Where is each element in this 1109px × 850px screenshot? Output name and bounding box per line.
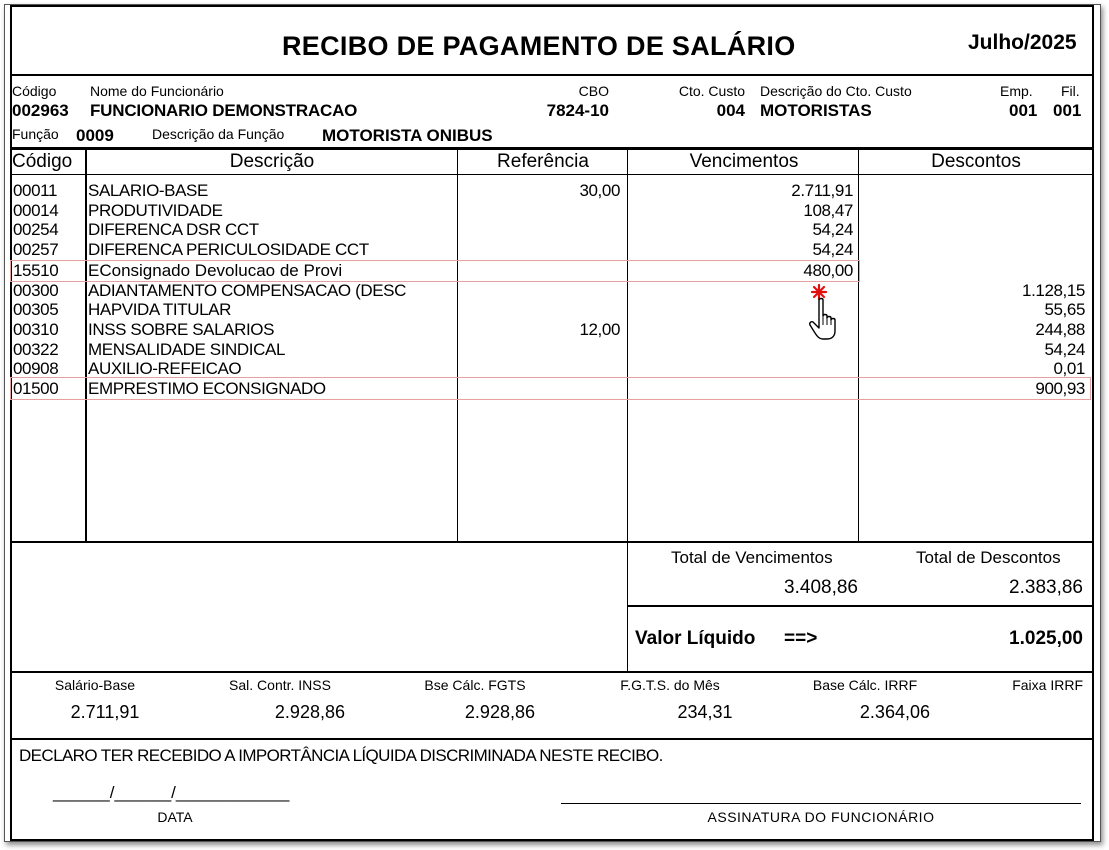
payslip-document [4,4,1101,842]
irrf-base-label: Base Cálc. IRRF [812,677,918,693]
col-sep-2 [457,150,458,542]
row-description: EMPRESTIMO ECONSIGNADO [88,379,326,398]
col-header-code: Código [12,151,73,172]
branch-value: 001 [1053,101,1082,120]
row-description: HAPVIDA TITULAR [88,300,231,319]
inss-value: 2.928,86 [274,702,345,722]
row-earning: 108,47 [803,201,853,220]
employee-name-label: Nome do Funcionário [90,83,224,99]
row-earning: 480,00 [803,261,853,280]
net-value: 1.025,00 [1009,628,1083,649]
cost-center-desc-value: MOTORISTAS [760,101,872,120]
row-code: 00257 [13,240,59,259]
row-code: 00014 [13,201,59,220]
row-deduction: 244,88 [1035,320,1085,339]
row-deduction: 54,24 [1044,340,1085,359]
row-deduction: 1.128,15 [1022,281,1085,300]
signature-label: ASSINATURA DO FUNCIONÁRIO [707,809,935,825]
row-earning: 54,24 [812,240,853,259]
row-description: MENSALIDADE SINDICAL [88,340,285,359]
role-code: 0009 [76,126,114,145]
col-header-earnings: Vencimentos [689,151,799,172]
row-code: 00011 [13,181,58,200]
fgts-base-value: 2.928,86 [464,702,535,722]
row-code: 00300 [13,281,59,300]
row-code: 00254 [13,220,59,239]
employee-name: FUNCIONARIO DEMONSTRACAO [90,101,358,120]
net-value-label: Valor Líquido [635,628,756,649]
row-description: DIFERENCA PERICULOSIDADE CCT [88,240,369,259]
col-sep-1 [85,150,87,542]
row-code: 15510 [13,261,59,280]
employee-code-label: Código [12,83,57,99]
cost-center-value: 004 [716,101,745,120]
col-sep-4 [858,150,859,542]
row-deduction: 0,01 [1053,359,1085,378]
row-earning: 2.711,91 [791,181,853,200]
receipt-period: Julho/2025 [968,31,1077,54]
total-earnings-label: Total de Vencimentos [671,548,833,567]
inss-label: Sal. Contr. INSS [229,677,331,693]
row-code: 00908 [13,359,59,378]
divider-table-bottom [10,541,1094,543]
row-description: INSS SOBRE SALARIOS [88,320,275,339]
row-description: EConsignado Devolucao de Provi [88,261,343,280]
branch-label: Fil. [1061,83,1080,99]
fgts-base-label: Bse Cálc. FGTS [424,677,526,693]
date-label: DATA [157,809,193,825]
col-header-deductions: Descontos [931,151,1021,172]
base-salary-value: 2.711,91 [70,702,140,722]
outer-border-top [10,5,1094,7]
role-desc-label: Descrição da Função [152,126,285,142]
row-description: SALARIO-BASE [88,181,208,200]
company-label: Emp. [1000,83,1033,99]
base-salary-label: Salário-Base [54,677,136,693]
row-description: DIFERENCA DSR CCT [88,220,259,239]
role-label: Função [12,126,59,142]
cbo-value: 7824-10 [546,101,609,120]
irrf-range-label: Faixa IRRF [1012,677,1083,693]
total-deductions-label: Total de Descontos [916,548,1061,567]
col-header-reference: Referência [497,151,589,172]
row-reference: 12,00 [579,320,620,339]
cost-center-desc-label: Descrição do Cto. Custo [760,83,912,99]
outer-border-bottom [10,839,1094,841]
role-desc: MOTORISTA ONIBUS [322,126,493,145]
divider-title [10,74,1094,76]
row-code: 00310 [13,320,59,339]
total-deductions-value: 2.383,86 [1009,577,1083,598]
fgts-month-value: 234,31 [677,702,733,722]
employee-code: 002963 [12,101,69,120]
cbo-label: CBO [578,83,609,99]
cost-center-label: Cto. Custo [678,83,745,99]
header-underline [10,174,1094,175]
row-description: ADIANTAMENTO COMPENSACAO (DESC [88,281,406,300]
row-description: PRODUTIVIDADE [88,201,223,220]
row-code: 01500 [13,379,59,398]
divider-bases-bottom [10,738,1094,740]
hand-cursor-icon [805,283,849,343]
date-field: ______/______/____________ [53,783,290,802]
row-deduction: 55,65 [1044,300,1085,319]
irrf-base-value: 2.364,06 [859,702,930,722]
receipt-title: RECIBO DE PAGAMENTO DE SALÁRIO [282,31,796,61]
row-code: 00322 [13,340,59,359]
divider-totals-bottom [10,671,1094,673]
net-value-arrow: ==> [784,628,818,649]
totals-left-border [627,542,628,672]
row-deduction: 900,93 [1035,379,1085,398]
col-header-description: Descrição [229,151,315,172]
row-code: 00305 [13,300,59,319]
row-description: AUXILIO-REFEICAO [88,359,242,378]
divider-net [627,605,1094,607]
company-value: 001 [1009,101,1038,120]
signature-line [561,803,1081,804]
col-sep-3 [627,150,628,542]
outer-border-right [1092,5,1094,841]
row-reference: 30,00 [579,181,620,200]
total-earnings-value: 3.408,86 [784,577,858,598]
row-earning: 54,24 [812,220,853,239]
fgts-month-label: F.G.T.S. do Mês [620,677,720,693]
declaration-text: DECLARO TER RECEBIDO A IMPORTÂNCIA LÍQUIDA DISCRIMINADA NESTE RECIBO. [19,746,663,765]
divider-employee [10,147,1094,150]
